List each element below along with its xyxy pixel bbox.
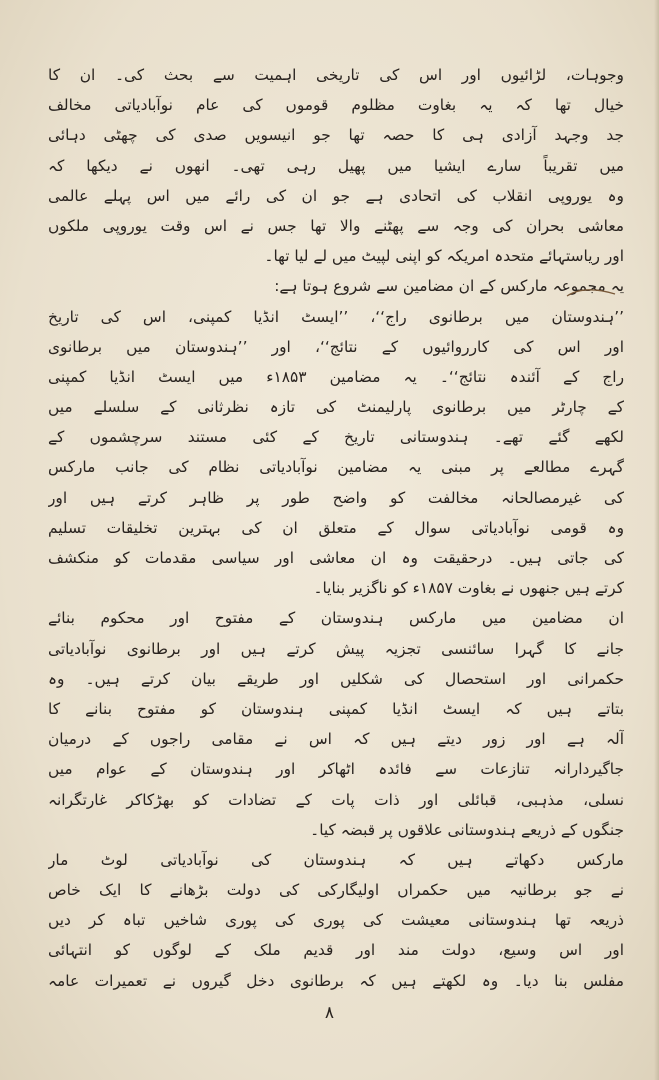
text-line: مارکس دکھاتے ہیں کہ ہندوستان کی نوآبادیاتی لوٹ مار bbox=[48, 850, 624, 869]
text-line: گہرے مطالعے پر مبنی یہ مضامین نوآبادیاتی نظام کی جانب مارکس bbox=[48, 458, 624, 477]
text-line: میں تقریباً سارے ایشیا میں پھیل رہی تھی۔ انھوں نے دیکھا کہ bbox=[48, 156, 624, 175]
text-line: جنگوں کے ذریعے ہندوستانی علاقوں پر قبضہ کیا۔ bbox=[310, 820, 624, 839]
text-line: جاگیردارانہ تنازعات سے فائدہ اٹھاکر اور ہندوستان کے عوام میں bbox=[48, 760, 624, 779]
text-line: وہ قومی نوآبادیاتی سوال کے متعلق ان کی بہترین تخلیقات تسلیم bbox=[48, 518, 624, 537]
text-line: نے جو برطانیہ میں حکمراں اولیگارکی کی دولت بڑھانے کا ایک خاص bbox=[48, 881, 624, 900]
text-line: کرتے ہیں جنھوں نے بغاوت ۱۸۵۷ء کو ناگزیر بنایا۔ bbox=[313, 579, 624, 598]
text-line: نسلی، مذہبی، قبائلی اور ذات پات کے تضادات کو بھڑکاکر غارتگرانہ bbox=[48, 790, 624, 809]
text-line: لکھے گئے تھے۔ ہندوستانی تاریخ کے کئی مستند سرچشموں کے bbox=[48, 428, 624, 447]
pen-mark bbox=[565, 286, 617, 300]
text-line: جانے کا گہرا سائنسی تجزیہ پیش کرتے ہیں اور برطانوی نوآبادیاتی bbox=[48, 639, 624, 658]
text-line: اور اس وسیع، دولت مند اور قدیم ملک کے لوگوں کو انتہائی bbox=[48, 941, 624, 960]
text-line: ان مضامین میں مارکس ہندوستان کے مفتوح اور محکوم بنائے bbox=[48, 609, 624, 628]
page-number: ۸ bbox=[324, 1003, 335, 1023]
text-line: معاشی بحران کی وجہ سے پھٹنے والا تھا جس نے اس وقت یوروپی ملکوں bbox=[48, 216, 624, 235]
text-line: وجوہات، لڑائیوں اور اس کی تاریخی اہمیت سے بحث کی۔ ان کا bbox=[48, 66, 624, 84]
text-line: مفلس بنا دیا۔ وہ لکھتے ہیں کہ برطانوی دخل گیروں نے تعمیرات عامہ bbox=[48, 971, 624, 990]
text-line: اور ریاستہائے متحدہ امریکہ کو اپنی لپیٹ میں لے لیا تھا۔ bbox=[264, 247, 624, 266]
text-line: آلہ ہے اور زور دیتے ہیں کہ اس نے مقامی راجوں کے درمیان bbox=[48, 730, 624, 749]
text-line: ذریعہ تھا ہندوستانی معیشت کی پوری کی پوری شاخیں تباہ کر دیں bbox=[48, 911, 624, 930]
body-text bbox=[48, 60, 624, 996]
text-line: کے چارٹر میں برطانوی پارلیمنٹ کی تازہ نظرثانی کے سلسلے میں bbox=[48, 398, 624, 417]
text-line: یہ مجموعہ مارکس کے ان مضامین سے شروع ہوتا ہے: bbox=[274, 277, 624, 296]
text-line: جد وجہد آزادی ہی کا حصہ تھا جو انیسویں صدی کی چھٹی دہائی bbox=[48, 126, 624, 145]
text-line: خیال تھا کہ یہ بغاوت مظلوم قوموں کی عام نوآبادیاتی مخالف bbox=[48, 96, 624, 115]
text-line: کی غیرمصالحانہ مخالفت کو واضح طور پر ظاہر کرتے ہیں اور bbox=[48, 488, 624, 507]
text-line: حکمرانی اور استحصال کی شکلیں اور طریقے بیان کرتے ہیں۔ وہ bbox=[48, 669, 624, 688]
text-line: وہ یوروپی انقلاب کی اتحادی ہے جو ان کی رائے میں اس پہلے عالمی bbox=[48, 186, 624, 205]
text-line: ’’ہندوستان میں برطانوی راج‘‘، ’’ایسٹ انڈیا کمپنی، اس کی تاریخ bbox=[48, 307, 624, 326]
text-line: کی جاتی ہیں۔ درحقیقت وہ ان معاشی اور سیاسی مقدمات کو منکشف bbox=[48, 549, 624, 567]
text-line: اور اس کی کارروائیوں کے نتائج‘‘، اور ’’ہندوستان میں برطانوی bbox=[48, 337, 624, 356]
text-line: راج کے آئندہ نتائج‘‘۔ یہ مضامین ۱۸۵۳ء میں ایسٹ انڈیا کمپنی bbox=[48, 367, 624, 386]
text-line: بتاتے ہیں کہ ایسٹ انڈیا کمپنی ہندوستان کو مفتوح بنانے کا bbox=[48, 699, 624, 718]
page-edge-shadow bbox=[654, 0, 659, 1080]
